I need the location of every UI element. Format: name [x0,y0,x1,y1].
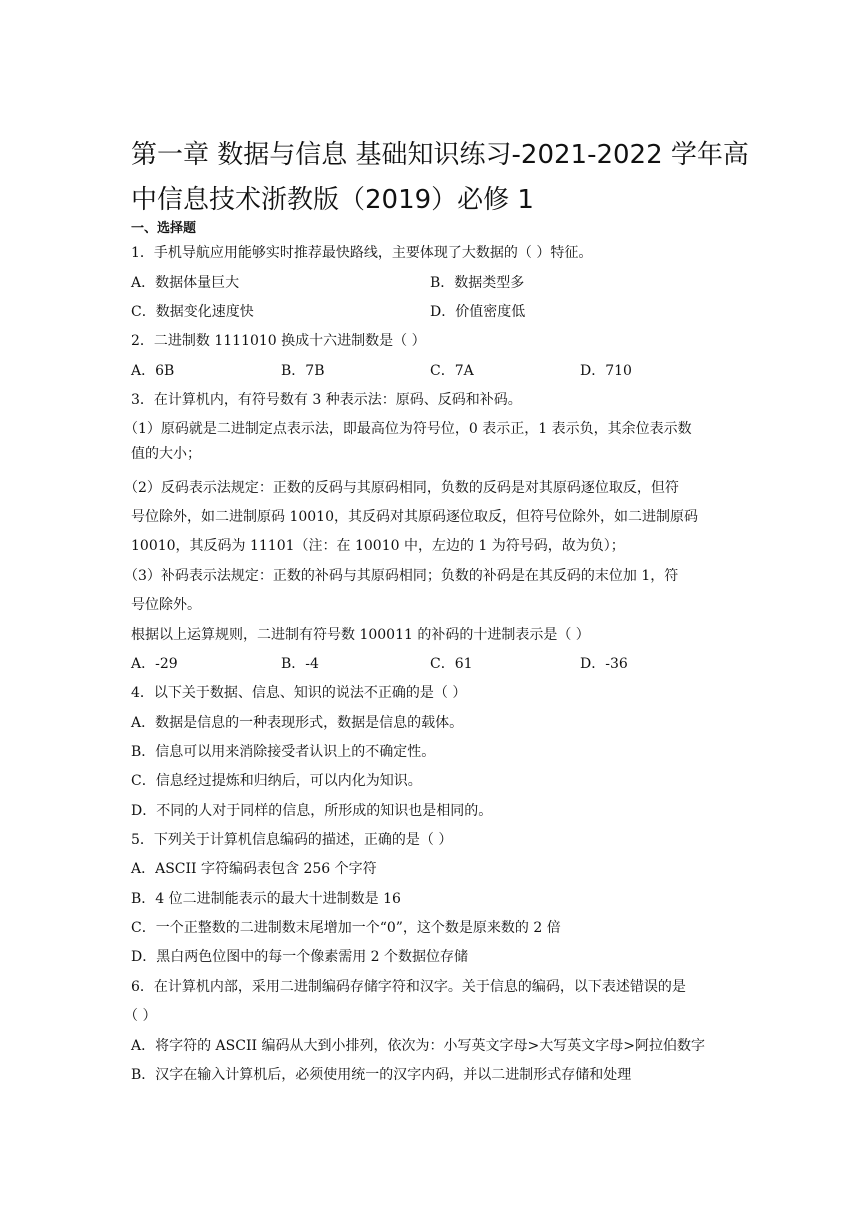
question-3-option-b: B．-4 [281,656,319,672]
question-6-option-b: B．汉字在输入计算机后，必须使用统一的汉字内码，并以二进制形式存储和处理 [131,1067,632,1083]
question-4-option-d: D．不同的人对于同样的信息，所形成的知识也是相同的。 [131,803,493,819]
section-heading: 一、选择题 [131,221,197,236]
question-3-line: （2）反码表示法规定：正数的反码与其原码相同，负数的反码是对其原码逐位取反，但符 [124,480,679,496]
question-1-option-c: C．数据变化速度快 [131,304,254,320]
question-3-line: 3．在计算机内，有符号数有 3 种表示法：原码、反码和补码。 [131,392,522,408]
question-2-stem: 2．二进制数 1111010 换成十六进制数是（ ） [131,333,426,349]
question-1-option-a: A．数据体量巨大 [131,275,240,291]
question-5-option-b: B．4 位二进制能表示的最大十进制数是 16 [131,891,401,907]
question-5-option-c: C．一个正整数的二进制数末尾增加一个“0”，这个数是原来数的 2 倍 [131,920,561,936]
question-6-stem: 6．在计算机内部，采用二进制编码存储字符和汉字。关于信息的编码，以下表述错误的是 [131,979,686,995]
question-5-option-d: D．黑白两色位图中的每一个像素需用 2 个数据位存储 [131,949,469,965]
question-3-line: 号位除外，如二进制原码 10010，其反码对其原码逐位取反，但符号位除外，如二进制原码 [131,509,698,525]
question-3-line: 根据以上运算规则，二进制有符号数 100011 的补码的十进制表示是（ ） [131,627,590,643]
title-line-2: 中信息技术浙教版（2019）必修 1 [131,185,534,215]
document-title [131,133,771,223]
question-3-line: 10010，其反码为 11101（注：在 10010 中，左边的 1 为符号码，故为负）； [131,538,625,554]
question-5-option-a: A．ASCII 字符编码表包含 256 个字符 [131,861,377,877]
question-2-option-a: A．6B [131,363,175,379]
question-3-line: 号位除外。 [131,597,201,613]
question-1-option-d: D．价值密度低 [430,304,526,320]
question-3-option-d: D．-36 [580,656,628,672]
question-2-option-d: D．710 [580,363,632,379]
question-6-option-a: A．将字符的 ASCII 编码从大到小排列，依次为：小写英文字母>大写英文字母>阿拉伯数字 [131,1038,705,1054]
question-4-option-b: B．信息可以用来消除接受者认识上的不确定性。 [131,744,436,760]
question-3-line: 值的大小； [131,446,201,462]
question-1-option-b: B．数据类型多 [430,275,525,291]
question-2-option-c: C．7A [430,363,474,379]
title-line-1: 第一章 数据与信息 基础知识练习-2021-2022 学年高 [131,140,749,170]
question-4-option-c: C．信息经过提炼和归纳后，可以内化为知识。 [131,773,422,789]
question-2-option-b: B．7B [281,363,325,379]
question-3-line: （3）补码表示法规定：正数的补码与其原码相同；负数的补码是在其反码的末位加 1，符 [124,568,679,584]
question-4-stem: 4．以下关于数据、信息、知识的说法不正确的是（ ） [131,685,467,701]
question-4-option-a: A．数据是信息的一种表现形式，数据是信息的载体。 [131,715,464,731]
question-3-option-a: A．-29 [131,656,178,672]
question-6-stem-cont: （ ） [124,1008,157,1024]
question-3-line: （1）原码就是二进制定点表示法，即最高位为符号位，0 表示正，1 表示负，其余位表示数 [124,421,692,437]
question-3-option-c: C．61 [430,656,473,672]
question-1-stem: 1．手机导航应用能够实时推荐最快路线，主要体现了大数据的（ ）特征。 [131,245,593,261]
question-5-stem: 5．下列关于计算机信息编码的描述，正确的是（ ） [131,832,453,848]
